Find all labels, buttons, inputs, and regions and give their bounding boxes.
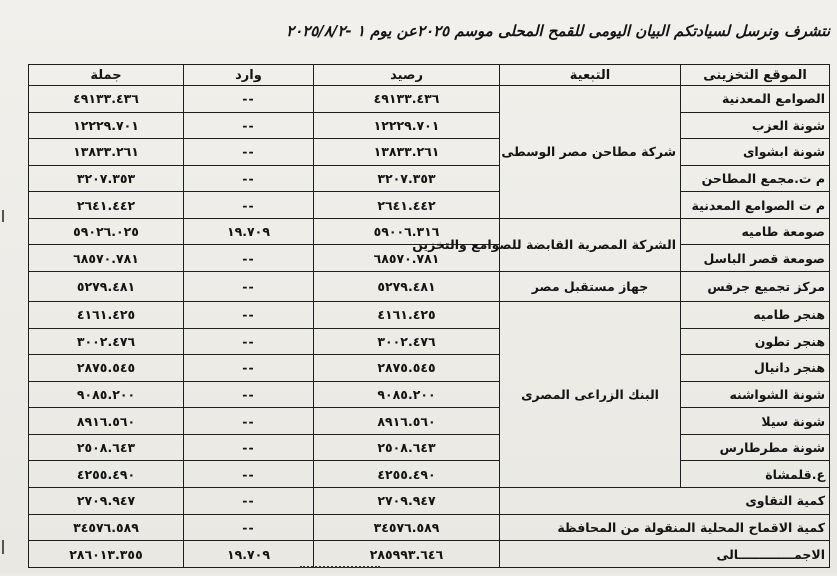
table-row [29, 461, 830, 488]
incoming-cell: -- [184, 112, 314, 139]
table-header-row [29, 65, 830, 86]
seeds-incoming: -- [184, 488, 314, 515]
seeds-row [29, 488, 830, 515]
balance-cell: ٤١٦١.٤٢٥ [314, 301, 500, 328]
table-row [29, 139, 830, 166]
balance-cell: ٤٩١٣٣.٤٣٦ [314, 86, 500, 113]
balance-cell: ٥٩٠٠٦.٣١٦ [314, 218, 500, 245]
total-cell: ٢٥٠٨.٦٤٣ [29, 434, 184, 461]
table-row [29, 192, 830, 219]
location-cell: مركز تجميع جرفس [681, 272, 830, 302]
table-row [29, 408, 830, 435]
report-title: نتشرف ونرسل لسيادتكم البيان اليومى للقمح المحلى موسم ٢٠٢٥عن يوم ١ -٢٠٢٥/٨/٢ [286, 22, 830, 40]
total-cell: ٢٨٧٥.٥٤٥ [29, 355, 184, 382]
balance-cell: ٢٦٤١.٤٤٢ [314, 192, 500, 219]
table-row [29, 165, 830, 192]
balance-cell: ٥٢٧٩.٤٨١ [314, 272, 500, 302]
grand-total-row [29, 541, 830, 568]
total-cell: ٥٩٠٢٦.٠٢٥ [29, 218, 184, 245]
location-cell: هنجر دانيال [681, 355, 830, 382]
balance-cell: ٩٠٨٥.٢٠٠ [314, 381, 500, 408]
seeds-balance: ٢٧٠٩.٩٤٧ [314, 488, 500, 515]
incoming-cell: -- [184, 139, 314, 166]
total-cell: ٣٢٠٧.٣٥٣ [29, 165, 184, 192]
table-row [29, 328, 830, 355]
incoming-cell: -- [184, 245, 314, 272]
affiliation-future-egypt: جهاز مستقبل مصر [500, 272, 681, 302]
balance-cell: ٢٥٠٨.٦٤٣ [314, 434, 500, 461]
cut-off-footer-text [300, 566, 380, 576]
total-cell: ٢٦٤١.٤٤٢ [29, 192, 184, 219]
table-row [29, 381, 830, 408]
total-cell: ٦٨٥٧٠.٧٨١ [29, 245, 184, 272]
transferred-total: ٣٤٥٧٦.٥٨٩ [29, 514, 184, 541]
wheat-stock-table [28, 64, 830, 568]
incoming-cell: -- [184, 165, 314, 192]
total-cell: ٤٢٥٥.٤٩٠ [29, 461, 184, 488]
location-cell: هنجر تطون [681, 328, 830, 355]
location-cell: شونة العزب [681, 112, 830, 139]
table-row [29, 112, 830, 139]
balance-cell: ٤٢٥٥.٤٩٠ [314, 461, 500, 488]
table-row [29, 355, 830, 382]
grand-total-total: ٢٨٦٠١٣.٣٥٥ [29, 541, 184, 568]
incoming-cell: -- [184, 408, 314, 435]
balance-cell: ٣٢٠٧.٣٥٣ [314, 165, 500, 192]
location-cell: شونة الشواشنه [681, 381, 830, 408]
incoming-cell: -- [184, 192, 314, 219]
transferred-balance: ٣٤٥٧٦.٥٨٩ [314, 514, 500, 541]
total-cell: ٥٢٧٩.٤٨١ [29, 272, 184, 302]
transferred-row [29, 514, 830, 541]
location-cell: م ت الصوامع المعدنية [681, 192, 830, 219]
incoming-cell: -- [184, 86, 314, 113]
total-cell: ٣٠٠٢.٤٧٦ [29, 328, 184, 355]
total-cell: ٩٠٨٥.٢٠٠ [29, 381, 184, 408]
total-cell: ١٢٢٢٩.٧٠١ [29, 112, 184, 139]
seeds-total: ٢٧٠٩.٩٤٧ [29, 488, 184, 515]
incoming-cell: -- [184, 301, 314, 328]
location-cell: الصوامع المعدنية [681, 86, 830, 113]
total-cell: ٤١٦١.٤٢٥ [29, 301, 184, 328]
incoming-cell: -- [184, 381, 314, 408]
table-row [29, 272, 830, 302]
page-edge-mark [2, 540, 4, 554]
incoming-cell: ١٩.٧٠٩ [184, 218, 314, 245]
seeds-label: كمية التقاوى [500, 488, 830, 515]
table-row [29, 218, 830, 245]
affiliation-middle-mills: شركة مطاحن مصر الوسطى [500, 86, 681, 219]
table-row [29, 301, 830, 328]
table-row [29, 434, 830, 461]
balance-cell: ١٢٢٢٩.٧٠١ [314, 112, 500, 139]
incoming-cell: -- [184, 328, 314, 355]
balance-cell: ٨٩١٦.٥٦٠ [314, 408, 500, 435]
header-location: الموقع التخزينى [681, 65, 830, 86]
balance-cell: ٢٨٧٥.٥٤٥ [314, 355, 500, 382]
header-total: جملة [29, 65, 184, 86]
balance-cell: ٣٠٠٢.٤٧٦ [314, 328, 500, 355]
transferred-incoming: -- [184, 514, 314, 541]
transferred-label: كمية الاقماح المحلية المنقولة من المحافظة [500, 514, 830, 541]
balance-cell: ٦٨٥٧٠.٧٨١ [314, 245, 500, 272]
header-balance: رصيد [314, 65, 500, 86]
location-cell: ع.قلمشاة [681, 461, 830, 488]
location-cell: شونة ابشواى [681, 139, 830, 166]
header-affiliation: التبعية [500, 65, 681, 86]
location-cell: شونة مطرطارس [681, 434, 830, 461]
balance-cell: ١٣٨٣٣.٢٦١ [314, 139, 500, 166]
location-cell: صومعة قصر الباسل [681, 245, 830, 272]
incoming-cell: -- [184, 272, 314, 302]
incoming-cell: -- [184, 355, 314, 382]
affiliation-agri-bank: البنك الزراعى المصرى [500, 301, 681, 487]
total-cell: ٤٩١٣٣.٤٣٦ [29, 86, 184, 113]
incoming-cell: -- [184, 461, 314, 488]
location-cell: م ت.مجمع المطاحن [681, 165, 830, 192]
location-cell: شونة سيلا [681, 408, 830, 435]
total-cell: ٨٩١٦.٥٦٠ [29, 408, 184, 435]
location-cell: هنجر طاميه [681, 301, 830, 328]
affiliation-holding: الشركة المصرية القابضة للصوامع والتخزين [500, 218, 681, 271]
grand-total-balance: ٢٨٥٩٩٣.٦٤٦ [314, 541, 500, 568]
grand-total-label: الاجمـــــــــــــالى [500, 541, 830, 568]
incoming-cell: -- [184, 434, 314, 461]
table-row [29, 86, 830, 113]
location-cell: صومعة طاميه [681, 218, 830, 245]
page-edge-mark [2, 210, 4, 222]
total-cell: ١٣٨٣٣.٢٦١ [29, 139, 184, 166]
grand-total-incoming: ١٩.٧٠٩ [184, 541, 314, 568]
header-incoming: وارد [184, 65, 314, 86]
